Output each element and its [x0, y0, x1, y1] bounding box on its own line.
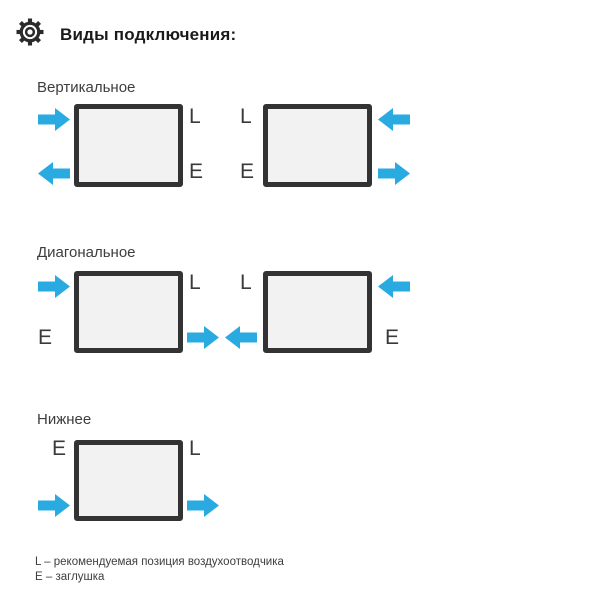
flow-arrow-right-icon — [38, 275, 70, 298]
port-label: L — [189, 271, 201, 294]
flow-arrow-left-icon — [378, 108, 410, 131]
radiator-rect — [263, 271, 372, 353]
port-label: L — [189, 437, 201, 460]
flow-arrow-left-icon — [378, 275, 410, 298]
port-label: E — [52, 437, 67, 460]
legend-line: E – заглушка — [35, 570, 105, 583]
port-label: E — [189, 160, 204, 183]
legend-line: L – рекомендуемая позиция воздухоотводчика — [35, 556, 284, 568]
flow-arrow-right-icon — [187, 326, 219, 349]
port-label: E — [385, 326, 400, 349]
legend — [35, 555, 284, 584]
flow-arrow-right-icon — [378, 162, 410, 185]
page-title: Виды подключения: — [60, 25, 237, 44]
gear-icon — [15, 17, 45, 47]
port-label: E — [38, 326, 53, 349]
radiator-rect — [74, 104, 183, 187]
radiator-rect — [263, 104, 372, 187]
flow-arrow-right-icon — [187, 494, 219, 517]
flow-arrow-right-icon — [38, 494, 70, 517]
port-label: L — [240, 271, 252, 294]
radiator-rect — [74, 271, 183, 353]
flow-arrow-left-icon — [38, 162, 70, 185]
port-label: L — [189, 105, 201, 128]
port-label: L — [240, 105, 252, 128]
flow-arrow-left-icon — [225, 326, 257, 349]
radiator-rect — [74, 440, 183, 521]
flow-arrow-right-icon — [38, 108, 70, 131]
section-label-diagonal: Диагональное — [37, 244, 136, 261]
section-label-vertical: Вертикальное — [37, 79, 136, 96]
port-label: E — [240, 160, 255, 183]
section-label-bottom: Нижнее — [37, 411, 92, 428]
